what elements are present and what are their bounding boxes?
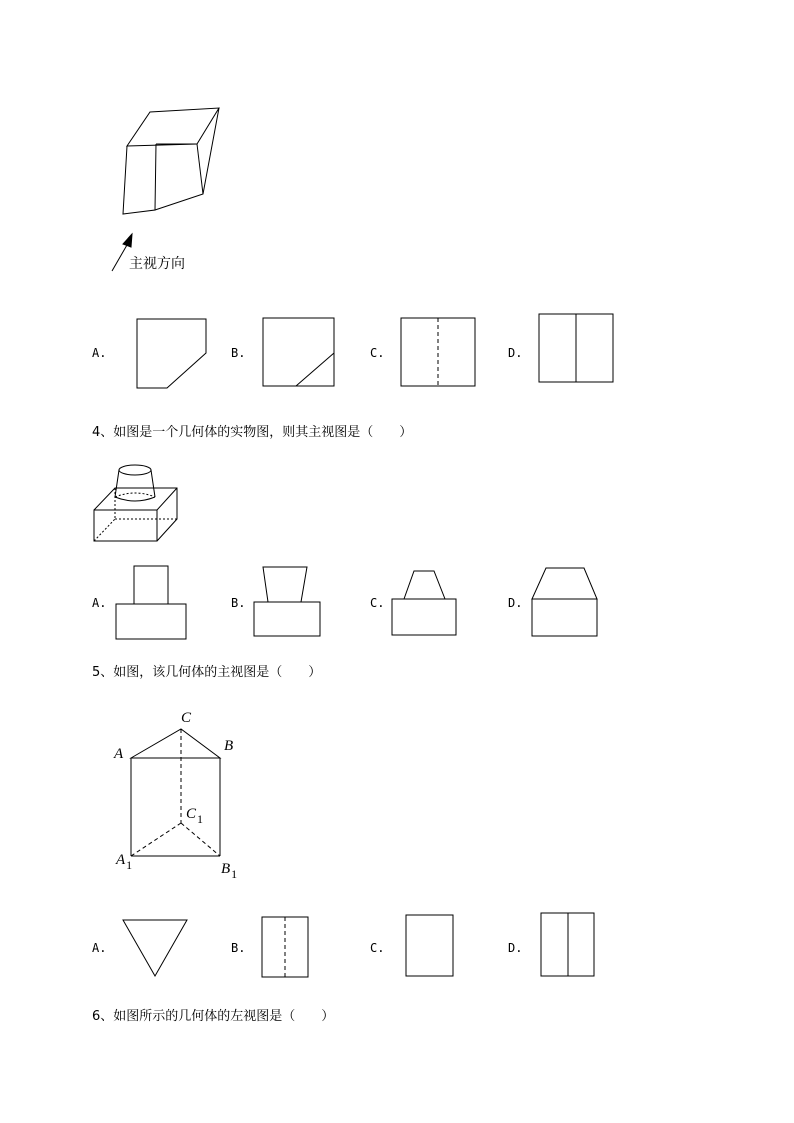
q4-option-c-label: C. <box>370 596 385 610</box>
q3-option-a-label: A. <box>92 346 107 360</box>
q3-option-b-label: B. <box>231 346 246 360</box>
vertex-label-a: A <box>114 746 124 762</box>
q3-option-d-label: D. <box>508 346 523 360</box>
q5-option-d-label: D. <box>508 941 523 955</box>
q4-option-d-label: D. <box>508 596 523 610</box>
q6-question-text: 6、如图所示的几何体的左视图是（ ） <box>92 1009 335 1024</box>
q3-option-c-label: C. <box>370 346 385 360</box>
q4-option-a-label: A. <box>92 596 107 610</box>
q5-question-text: 5、如图，该几何体的主视图是（ ） <box>92 665 322 680</box>
q5-option-a-label: A. <box>92 941 107 955</box>
q4-option-b-label: B. <box>231 596 246 610</box>
q4-question-text: 4、如图是一个几何体的实物图，则其主视图是（ ） <box>92 425 413 440</box>
q5-option-c-label: C. <box>370 941 385 955</box>
q5-option-b-label: B. <box>231 941 246 955</box>
vertex-label-b: B <box>224 738 234 754</box>
vertex-label-c: C <box>181 710 192 726</box>
direction-label: 主视方向 <box>129 256 185 272</box>
vertex-label-b1: $B_1$ <box>221 861 238 881</box>
vertex-label-c1: $C_1$ <box>186 806 204 826</box>
vertex-label-a1: $A_1$ <box>116 852 133 872</box>
